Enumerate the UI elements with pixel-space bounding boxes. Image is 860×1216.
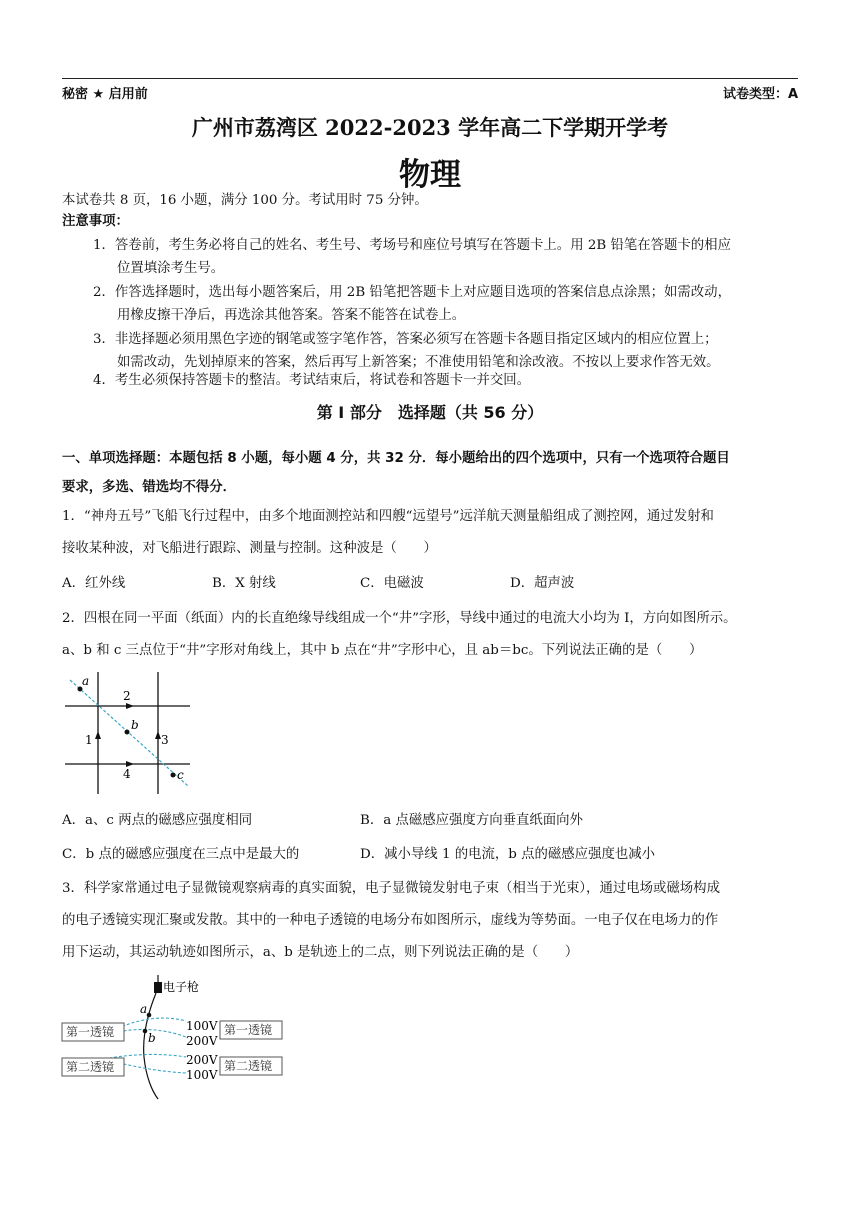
label-c: c [177,768,184,782]
q2-option-c: C．b 点的磁感应强度在三点中是最大的 [62,847,300,862]
label-wire-2: 2 [123,689,131,703]
point-b [143,1029,148,1034]
q2-wire-grid-figure [60,668,200,798]
confidential-label: 秘密 ★ 启用前 [62,87,148,102]
q2-stem-line-1: 2．四根在同一平面（纸面）内的长直绝缘导线组成一个“井”字形，导线中通过的电流大小均为 I，方向如图所示。 [62,611,737,626]
label-lens1-right: 第一透镜 [224,1023,273,1037]
q1-option-c: C．电磁波 [360,576,424,591]
q2-option-d: D．减小导线 1 的电流，b 点的磁感应强度也减小 [360,847,656,862]
q2-option-b: B．a 点磁感应强度方向垂直纸面向外 [360,813,583,828]
q1-stem-line-2: 接收某种波，对飞船进行跟踪、测量与控制。这种波是（ ） [62,541,437,556]
label-a: a [140,1002,148,1016]
q1-stem-line-1: 1．“神舟五号”飞船飞行过程中，由多个地面测控站和四艘“远望号”远洋航天测量船组成了测控网，通过发射和 [62,509,714,524]
label-electron-gun: 电子枪 [163,980,200,994]
q3-electron-lens-figure [60,975,300,1105]
label-200v-bottom: 200V [186,1053,218,1067]
label-wire-1: 1 [85,733,93,747]
label-b: b [131,718,139,732]
note-3-line-2: 如需改动，先划掉原来的答案，然后再写上新答案；不准使用铅笔和涂改液。不按以上要求作答无效。 [117,355,720,370]
point-c [171,773,176,778]
note-2-line-2: 用橡皮擦干净后，再选涂其他答案。答案不能答在试卷上。 [117,308,466,323]
label-lens2-left: 第二透镜 [66,1060,115,1074]
note-2-line-1: 2．作答选择题时，选出每小题答案后，用 2B 铅笔把答题卡上对应题目选项的答案信息点涂黑；如需改动， [93,285,731,300]
point-a [147,1013,152,1018]
intro-text: 本试卷共 8 页，16 小题，满分 100 分。考试用时 75 分钟。 [62,193,428,208]
label-100v-top: 100V [186,1019,218,1033]
note-1-line-1: 1．答卷前，考生务必将自己的姓名、考生号、考场号和座位号填写在答题卡上。用 2B 铅笔在答题卡的相应 [93,238,731,253]
wire-1-arrow-icon [95,731,101,739]
part1-instructions-line-2: 要求，多选、错选均不得分． [62,480,237,495]
label-lens2-right: 第二透镜 [224,1059,273,1073]
q3-stem-line-3: 用下运动，其运动轨迹如图所示，a、b 是轨迹上的二点，则下列说法正确的是（ ） [62,945,579,960]
header-rule [62,78,798,79]
label-lens1-left: 第一透镜 [66,1025,115,1039]
label-b: b [148,1031,156,1045]
electron-gun-icon [154,982,162,993]
label-a: a [82,674,90,688]
label-200v-top: 200V [186,1034,218,1048]
section-title: 第 Ⅰ 部分 选择题（共 56 分） [316,403,544,422]
note-1-line-2: 位置填涂考生号。 [117,261,225,276]
note-4-line-1: 4．考生必须保持答题卡的整洁。考试结束后，将试卷和答题卡一并交回。 [93,373,531,388]
wire-2-arrow-icon [126,703,134,709]
label-wire-4: 4 [123,767,131,781]
q1-option-a: A．红外线 [62,576,126,591]
note-3-line-1: 3．非选择题必须用黑色字迹的钢笔或签字笔作答，答案必须写在答题卡各题目指定区域内的相应位置上； [93,332,718,347]
q3-stem-line-1: 3．科学家常通过电子显微镜观察病毒的真实面貌，电子显微镜发射电子束（相当于光束），通过电场或磁场构成 [62,881,720,896]
q2-stem-line-2: a、b 和 c 三点位于“井”字形对角线上，其中 b 点在“井”字形中心，且 ab＝bc。下列说法正确的是（ ） [62,643,703,658]
q3-stem-line-2: 的电子透镜实现汇聚或发散。其中的一种电子透镜的电场分布如图所示，虚线为等势面。一电子仅在电场力的作 [62,913,719,928]
q1-option-d: D．超声波 [510,576,575,591]
point-b [125,730,130,735]
label-100v-bottom: 100V [186,1068,218,1082]
subject-title: 物理 [399,157,461,193]
exam-title: 广州市荔湾区 2022-2023 学年高二下学期开学考 [191,115,669,140]
label-wire-3: 3 [161,733,169,747]
q2-option-a: A．a、c 两点的磁感应强度相同 [62,813,253,828]
q1-option-b: B．X 射线 [212,576,276,591]
part1-instructions-line-1: 一、单项选择题：本题包括 8 小题，每小题 4 分，共 32 分．每小题给出的四个选项中，只有一个选项符合题目 [62,451,730,466]
paper-type-label: 试卷类型：A [722,87,798,102]
notes-title: 注意事项： [62,214,129,229]
